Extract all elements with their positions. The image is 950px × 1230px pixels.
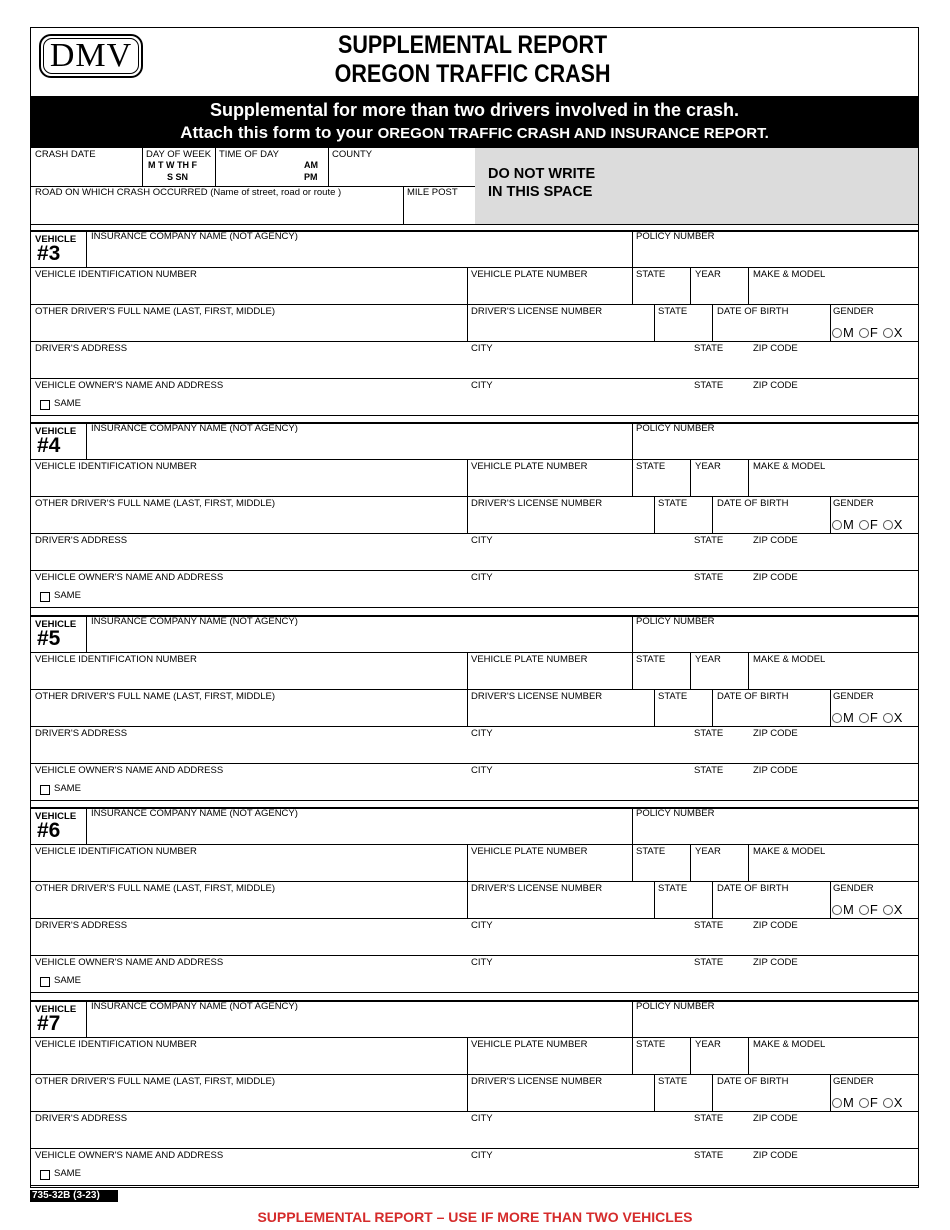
driver-zip-field[interactable]: ZIP CODE	[753, 1113, 798, 1124]
owner-state-field[interactable]: STATE	[694, 380, 724, 391]
driver-state-field[interactable]: STATE	[694, 1113, 724, 1124]
driver-address-field[interactable]: DRIVER'S ADDRESS	[35, 535, 128, 546]
form-number: 735-32B (3-23)	[30, 1190, 118, 1202]
gender-options	[832, 1096, 907, 1110]
driver-zip-field[interactable]: ZIP CODE	[753, 728, 798, 739]
policy-number-field[interactable]: POLICY NUMBER	[636, 1001, 715, 1012]
year-field[interactable]: YEAR	[695, 1039, 721, 1050]
driver-address-field[interactable]: DRIVER'S ADDRESS	[35, 343, 128, 354]
day-of-week-label: DAY OF WEEK	[146, 149, 212, 160]
vin-field[interactable]: VEHICLE IDENTIFICATION NUMBER	[35, 846, 197, 857]
driver-name-field[interactable]: OTHER DRIVER'S FULL NAME (LAST, FIRST, MIDDLE)	[35, 498, 276, 509]
banner-line2-prefix: Attach this form to your	[180, 123, 378, 142]
gender-options	[832, 326, 907, 340]
banner-line1: Supplemental for more than two drivers involved in the crash.	[209, 100, 740, 120]
days-row1[interactable]: M T W TH F	[148, 160, 197, 170]
license-state-field[interactable]: STATE	[658, 883, 688, 894]
footer-note: SUPPLEMENTAL REPORT – USE IF MORE THAN TWO VEHICLES	[257, 1209, 693, 1225]
date-of-birth-field[interactable]: DATE OF BIRTH	[717, 883, 789, 894]
make-model-field[interactable]: MAKE & MODEL	[753, 654, 826, 665]
year-field[interactable]: YEAR	[695, 461, 721, 472]
gender-options	[832, 518, 907, 532]
plate-number-field[interactable]: VEHICLE PLATE NUMBER	[471, 846, 588, 857]
plate-number-field[interactable]: VEHICLE PLATE NUMBER	[471, 269, 588, 280]
gender-m-label: M	[843, 710, 854, 725]
policy-number-field[interactable]: POLICY NUMBER	[636, 808, 715, 819]
gender-m-label: M	[843, 325, 854, 340]
owner-name-address-field[interactable]: VEHICLE OWNER'S NAME AND ADDRESS	[35, 572, 224, 583]
date-of-birth-field[interactable]: DATE OF BIRTH	[717, 498, 789, 509]
year-field[interactable]: YEAR	[695, 654, 721, 665]
vehicle-number: #5	[37, 627, 61, 650]
gender-f-radio[interactable]	[859, 905, 869, 915]
mile-post-field[interactable]: MILE POST	[407, 187, 458, 198]
owner-zip-field[interactable]: ZIP CODE	[753, 380, 798, 391]
make-model-field[interactable]: MAKE & MODEL	[753, 1039, 826, 1050]
gender-m-label: M	[843, 1095, 854, 1110]
vin-field[interactable]: VEHICLE IDENTIFICATION NUMBER	[35, 269, 197, 280]
driver-name-field[interactable]: OTHER DRIVER'S FULL NAME (LAST, FIRST, MIDDLE)	[35, 306, 276, 317]
date-of-birth-field[interactable]: DATE OF BIRTH	[717, 691, 789, 702]
gender-x-label: X	[893, 902, 903, 917]
make-model-field[interactable]: MAKE & MODEL	[753, 269, 826, 280]
policy-number-field[interactable]: POLICY NUMBER	[636, 423, 715, 434]
vehicle-section	[30, 807, 919, 999]
owner-state-field[interactable]: STATE	[694, 957, 724, 968]
vin-field[interactable]: VEHICLE IDENTIFICATION NUMBER	[35, 1039, 197, 1050]
driver-address-field[interactable]: DRIVER'S ADDRESS	[35, 728, 128, 739]
license-number-field[interactable]: DRIVER'S LICENSE NUMBER	[471, 1076, 603, 1087]
license-state-field[interactable]: STATE	[658, 691, 688, 702]
owner-name-address-field[interactable]: VEHICLE OWNER'S NAME AND ADDRESS	[35, 380, 224, 391]
insurance-company-field[interactable]: INSURANCE COMPANY NAME (NOT AGENCY)	[91, 808, 298, 819]
driver-address-field[interactable]: DRIVER'S ADDRESS	[35, 1113, 128, 1124]
date-of-birth-field[interactable]: DATE OF BIRTH	[717, 1076, 789, 1087]
gender-options	[832, 903, 907, 917]
banner-line2	[30, 122, 919, 145]
owner-zip-field[interactable]: ZIP CODE	[753, 572, 798, 583]
vehicle-section	[30, 422, 919, 614]
vehicle-label: VEHICLE	[35, 619, 77, 630]
vehicle-section	[30, 230, 919, 422]
page-title-line1: SUPPLEMENTAL REPORT	[337, 31, 608, 59]
owner-name-address-field[interactable]: VEHICLE OWNER'S NAME AND ADDRESS	[35, 957, 224, 968]
same-label: SAME	[54, 783, 81, 794]
make-model-field[interactable]: MAKE & MODEL	[753, 846, 826, 857]
license-number-field[interactable]: DRIVER'S LICENSE NUMBER	[471, 691, 603, 702]
driver-city-field[interactable]: CITY	[471, 920, 493, 931]
page-title-line2: OREGON TRAFFIC CRASH	[334, 60, 611, 88]
vehicle-label: VEHICLE	[35, 811, 77, 822]
gender-x-radio[interactable]	[883, 713, 893, 723]
insurance-company-field[interactable]: INSURANCE COMPANY NAME (NOT AGENCY)	[91, 423, 298, 434]
plate-number-field[interactable]: VEHICLE PLATE NUMBER	[471, 1039, 588, 1050]
vin-field[interactable]: VEHICLE IDENTIFICATION NUMBER	[35, 461, 197, 472]
do-not-write-line1: DO NOT WRITE	[488, 166, 596, 182]
vehicle-label: VEHICLE	[35, 1004, 77, 1015]
same-label: SAME	[54, 590, 81, 601]
driver-name-field[interactable]: OTHER DRIVER'S FULL NAME (LAST, FIRST, MIDDLE)	[35, 691, 276, 702]
insurance-company-field[interactable]: INSURANCE COMPANY NAME (NOT AGENCY)	[91, 1001, 298, 1012]
gender-x-label: X	[893, 710, 903, 725]
driver-zip-field[interactable]: ZIP CODE	[753, 343, 798, 354]
vehicle-label: VEHICLE	[35, 234, 77, 245]
banner-line2-caps: OREGON TRAFFIC CRASH AND INSURANCE REPORT.	[377, 125, 769, 142]
plate-state-field[interactable]: STATE	[636, 461, 666, 472]
driver-state-field[interactable]: STATE	[694, 535, 724, 546]
license-state-field[interactable]: STATE	[658, 1076, 688, 1087]
plate-number-field[interactable]: VEHICLE PLATE NUMBER	[471, 461, 588, 472]
same-checkbox[interactable]	[40, 592, 50, 602]
make-model-field[interactable]: MAKE & MODEL	[753, 461, 826, 472]
am-option[interactable]: AM	[304, 160, 318, 170]
vehicle-number: #7	[37, 1012, 61, 1035]
plate-state-field[interactable]: STATE	[636, 1039, 666, 1050]
gender-label: GENDER	[833, 883, 874, 894]
vin-field[interactable]: VEHICLE IDENTIFICATION NUMBER	[35, 654, 197, 665]
vehicle-number: #4	[37, 434, 61, 457]
gender-m-label: M	[843, 902, 854, 917]
owner-city-field[interactable]: CITY	[471, 1150, 493, 1161]
vehicle-number: #6	[37, 819, 61, 842]
owner-state-field[interactable]: STATE	[694, 572, 724, 583]
insurance-company-field[interactable]: INSURANCE COMPANY NAME (NOT AGENCY)	[91, 616, 298, 627]
owner-state-field[interactable]: STATE	[694, 1150, 724, 1161]
gender-f-radio[interactable]	[859, 713, 869, 723]
driver-state-field[interactable]: STATE	[694, 920, 724, 931]
owner-city-field[interactable]: CITY	[471, 957, 493, 968]
same-label: SAME	[54, 398, 81, 409]
time-of-day-label: TIME OF DAY	[219, 149, 279, 160]
dmv-logo-text: DMV	[43, 38, 139, 74]
driver-city-field[interactable]: CITY	[471, 535, 493, 546]
driver-name-field[interactable]: OTHER DRIVER'S FULL NAME (LAST, FIRST, MIDDLE)	[35, 883, 276, 894]
gender-m-radio[interactable]	[832, 328, 842, 338]
same-checkbox[interactable]	[40, 785, 50, 795]
pm-option[interactable]: PM	[304, 172, 318, 182]
gender-f-label: F	[869, 1095, 878, 1110]
gender-x-label: X	[893, 1095, 903, 1110]
gender-x-radio[interactable]	[883, 520, 893, 530]
gender-m-radio[interactable]	[832, 1098, 842, 1108]
same-checkbox[interactable]	[40, 1170, 50, 1180]
driver-state-field[interactable]: STATE	[694, 728, 724, 739]
owner-city-field[interactable]: CITY	[471, 380, 493, 391]
instruction-banner	[30, 96, 919, 148]
same-checkbox[interactable]	[40, 977, 50, 987]
vehicle-label: VEHICLE	[35, 426, 77, 437]
gender-label: GENDER	[833, 691, 874, 702]
policy-number-field[interactable]: POLICY NUMBER	[636, 231, 715, 242]
driver-city-field[interactable]: CITY	[471, 343, 493, 354]
plate-number-field[interactable]: VEHICLE PLATE NUMBER	[471, 654, 588, 665]
same-label: SAME	[54, 975, 81, 986]
vehicle-section	[30, 1000, 919, 1192]
license-number-field[interactable]: DRIVER'S LICENSE NUMBER	[471, 498, 603, 509]
driver-zip-field[interactable]: ZIP CODE	[753, 920, 798, 931]
plate-state-field[interactable]: STATE	[636, 846, 666, 857]
owner-zip-field[interactable]: ZIP CODE	[753, 765, 798, 776]
owner-city-field[interactable]: CITY	[471, 765, 493, 776]
same-checkbox[interactable]	[40, 400, 50, 410]
gender-x-radio[interactable]	[883, 328, 893, 338]
driver-address-field[interactable]: DRIVER'S ADDRESS	[35, 920, 128, 931]
road-field[interactable]: ROAD ON WHICH CRASH OCCURRED (Name of street, road or route )	[35, 187, 342, 198]
gender-x-label: X	[893, 517, 903, 532]
gender-x-label: X	[893, 325, 903, 340]
driver-state-field[interactable]: STATE	[694, 343, 724, 354]
license-state-field[interactable]: STATE	[658, 306, 688, 317]
gender-m-radio[interactable]	[832, 713, 842, 723]
crash-date-field[interactable]: CRASH DATE	[35, 149, 96, 160]
gender-x-radio[interactable]	[883, 1098, 893, 1108]
gender-f-label: F	[869, 325, 878, 340]
gender-label: GENDER	[833, 1076, 874, 1087]
driver-city-field[interactable]: CITY	[471, 1113, 493, 1124]
owner-name-address-field[interactable]: VEHICLE OWNER'S NAME AND ADDRESS	[35, 765, 224, 776]
owner-zip-field[interactable]: ZIP CODE	[753, 957, 798, 968]
license-state-field[interactable]: STATE	[658, 498, 688, 509]
vehicle-number: #3	[37, 242, 61, 265]
gender-m-label: M	[843, 517, 854, 532]
gender-f-radio[interactable]	[859, 1098, 869, 1108]
gender-f-label: F	[869, 710, 878, 725]
do-not-write-line2: IN THIS SPACE	[488, 184, 593, 200]
county-field[interactable]: COUNTY	[332, 149, 373, 160]
gender-f-label: F	[869, 517, 878, 532]
plate-state-field[interactable]: STATE	[636, 269, 666, 280]
driver-city-field[interactable]: CITY	[471, 728, 493, 739]
gender-m-radio[interactable]	[832, 520, 842, 530]
insurance-company-field[interactable]: INSURANCE COMPANY NAME (NOT AGENCY)	[91, 231, 298, 242]
owner-city-field[interactable]: CITY	[471, 572, 493, 583]
gender-options	[832, 711, 907, 725]
days-row2[interactable]: S SN	[167, 172, 189, 182]
gender-m-radio[interactable]	[832, 905, 842, 915]
gender-label: GENDER	[833, 306, 874, 317]
gender-f-label: F	[869, 902, 878, 917]
driver-zip-field[interactable]: ZIP CODE	[753, 535, 798, 546]
same-label: SAME	[54, 1168, 81, 1179]
owner-zip-field[interactable]: ZIP CODE	[753, 1150, 798, 1161]
year-field[interactable]: YEAR	[695, 269, 721, 280]
gender-x-radio[interactable]	[883, 905, 893, 915]
do-not-write-notice	[488, 165, 595, 201]
license-number-field[interactable]: DRIVER'S LICENSE NUMBER	[471, 306, 603, 317]
vehicle-section	[30, 615, 919, 807]
owner-name-address-field[interactable]: VEHICLE OWNER'S NAME AND ADDRESS	[35, 1150, 224, 1161]
gender-label: GENDER	[833, 498, 874, 509]
date-of-birth-field[interactable]: DATE OF BIRTH	[717, 306, 789, 317]
plate-state-field[interactable]: STATE	[636, 654, 666, 665]
gender-f-radio[interactable]	[859, 520, 869, 530]
policy-number-field[interactable]: POLICY NUMBER	[636, 616, 715, 627]
license-number-field[interactable]: DRIVER'S LICENSE NUMBER	[471, 883, 603, 894]
driver-name-field[interactable]: OTHER DRIVER'S FULL NAME (LAST, FIRST, MIDDLE)	[35, 1076, 276, 1087]
gender-f-radio[interactable]	[859, 328, 869, 338]
owner-state-field[interactable]: STATE	[694, 765, 724, 776]
year-field[interactable]: YEAR	[695, 846, 721, 857]
